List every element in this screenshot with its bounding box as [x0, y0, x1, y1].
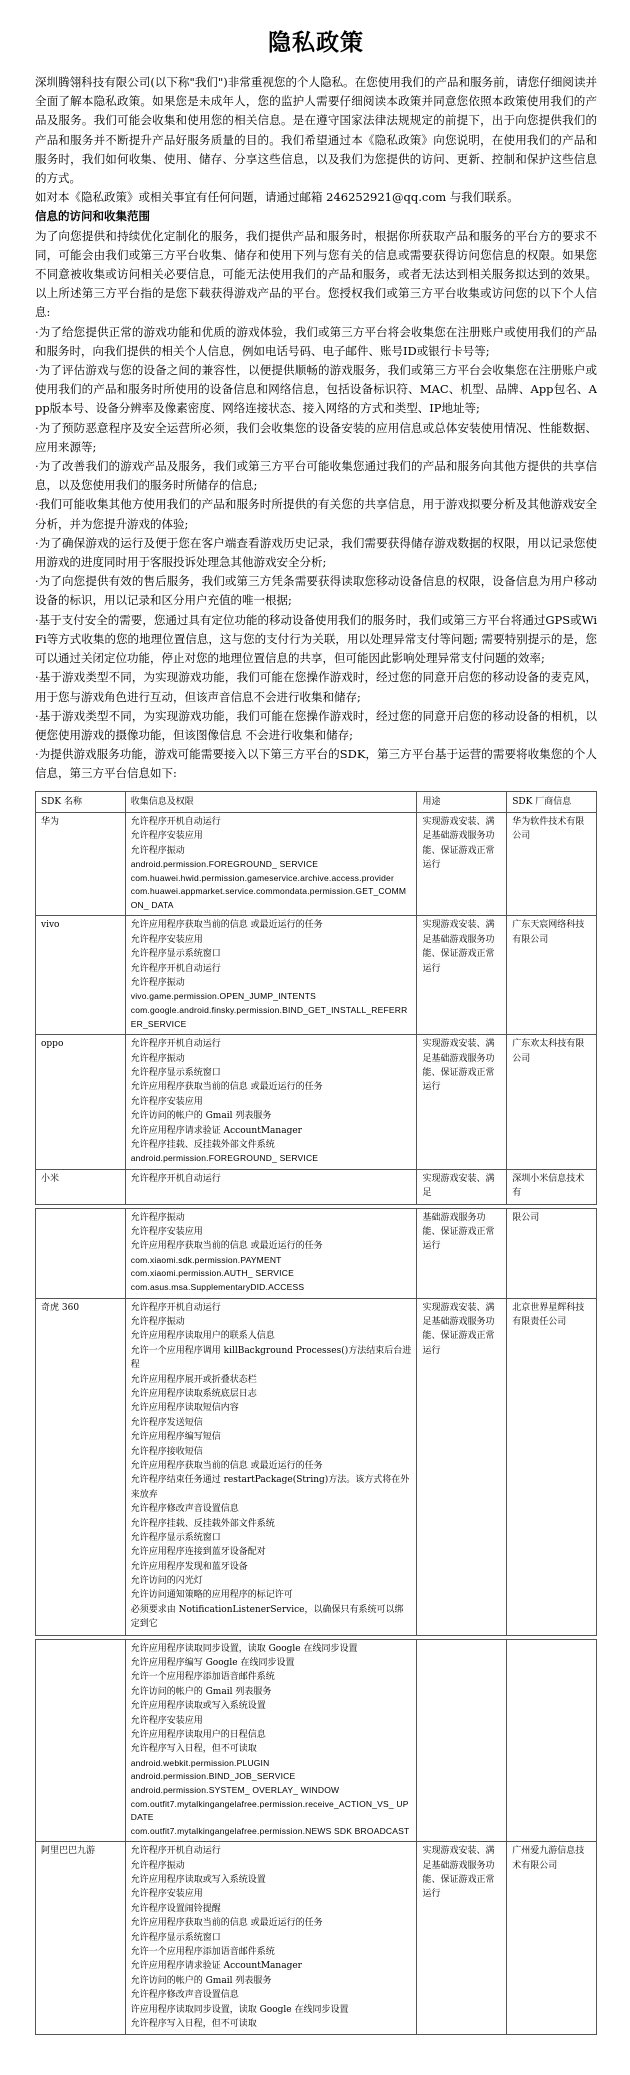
vendor-cell: 广州爱九游信息技术有限公司: [507, 1842, 597, 2035]
column-header: SDK 名称: [36, 791, 126, 812]
permissions-cell: [125, 812, 417, 916]
permission-line: 允许程序写入日程，但不可读取: [130, 2019, 257, 2029]
purpose-cell: [417, 1639, 507, 1842]
purpose-cell: 实现游戏安装、满足基础游戏服务功能、保证游戏正常运行: [417, 1035, 507, 1170]
permission-line: 允许程序振动: [130, 1053, 185, 1064]
purpose-cell: 实现游戏安装、满足基础游戏服务功能、保证游戏正常运行: [417, 1298, 507, 1635]
permission-line: 允许程序开机自动运行: [130, 963, 221, 974]
permission-line: 允许应用程序请求验证 AccountManager: [130, 1125, 302, 1136]
permission-line: 允许程序结束任务通过 restartPackage(String)方法。该方式将在外来放弃: [130, 1475, 410, 1500]
permission-line: 允许应用程序读取或写入系统设置: [130, 1875, 266, 1886]
permission-line: 允许应用程序获取当前的信息 或最近运行的任务: [130, 1918, 323, 1929]
permission-line: 允许程序显示系统窗口: [130, 949, 221, 960]
paragraph: ·为了改善我们的游戏产品及服务，我们或第三方平台可能收集您通过我们的产品和服务向其他方提供的共享信息，以及您使用我们的服务时所储存的信息;: [35, 459, 597, 493]
permission-line: 允许一个应用程序添加语音邮件系统: [130, 1947, 275, 1958]
permission-line: 允许应用程序读取系统底层日志: [130, 1388, 257, 1399]
permission-line: 允许程序安装应用: [130, 831, 203, 842]
permission-line: 允许程序振动: [130, 1860, 185, 1871]
permission-line: 允许程序开机自动运行: [130, 1302, 221, 1313]
sdk-name-cell: 阿里巴巴九游: [36, 1842, 126, 2035]
vendor-cell: 华为软件技术有限公司: [507, 812, 597, 916]
policy-paragraphs: [35, 73, 597, 784]
permission-line: 允许程序开机自动运行: [130, 1846, 221, 1857]
permission-line: 允许程序显示系统窗口: [130, 1532, 221, 1543]
permission-line: 允许应用程序请求验证 AccountManager: [130, 1961, 302, 1972]
section-heading: 信息的访问和收集范围: [35, 209, 150, 224]
paragraph: 如对本《隐私政策》或相关事宜有任何问题，请通过邮箱 246252921@qq.com 与我们联系。: [35, 190, 519, 205]
permissions-cell: [125, 916, 417, 1035]
permission-line: 允许应用程序读取短信内容: [130, 1403, 239, 1414]
paragraph: ·为了评估游戏与您的设备之间的兼容性，以便提供顺畅的游戏服务，我们或第三方平台会收集您在注册账户或使用我们的产品和服务时所使用的设备信息和网络信息，包括设备标识符、MAC、机型、品牌、App包名、App版本号、设备分辨率及像素密度、网络连接状态、接入网络的方式和类型、IP地址等;: [35, 363, 597, 416]
paragraph: ·基于游戏类型不同，为实现游戏功能，我们可能在您操作游戏时，经过您的同意开启您的移动设备的相机，以便您使用游戏的摄像功能，但该图像信息 不会进行收集和储存;: [35, 708, 597, 742]
permission-line: 允许应用程序获取当前的信息 或最近运行的任务: [130, 1460, 323, 1471]
permission-line: 允许程序开机自动运行: [130, 816, 221, 827]
permission-line: 允许程序安装应用: [130, 1227, 203, 1238]
permission-line: 允许程序发送短信: [130, 1417, 203, 1428]
paragraph: 为了向您提供和持续优化定制化的服务，我们提供产品和服务时，根据你所获取产品和服务的平台方的要求不同，可能会由我们或第三方平台收集、储存和使用下列与您有关的信息或需要获得访问您信息的权限。如果您不同意被收集或访问相关必要信息，可能无法使用我们的产品和服务，或者无法达到相关服务拟达到的效果。以上所述第三方平台指的是您下载获得游戏产品的平台。您授权我们或第三方平台收集或访问您的以下个人信息:: [35, 228, 597, 320]
permission-line: 允许应用程序获取当前的信息 或最近运行的任务: [130, 1241, 323, 1252]
purpose-cell: 实现游戏安装、满足基础游戏服务功能、保证游戏正常运行: [417, 812, 507, 916]
vendor-cell: [507, 1639, 597, 1842]
paragraph: ·为了确保游戏的运行及便于您在客户端查看游戏历史记录，我们需要获得储存游戏数据的权限，用以记录您使用游戏的进度同时用于客服投诉处理急其他游戏安全分析;: [35, 535, 597, 570]
permission-line: 允许访问的帐户的 Gmail 列表服务: [130, 1975, 272, 1986]
paragraph: ·基于支付安全的需要，您通过具有定位功能的移动设备使用我们的服务时，我们或第三方平台将通过GPS或WiFi等方式收集的您的地理位置信息，这与您的支付行为关联，用以处理异常支付等问题; 需要特别提示的是，您可以通过关闭定位功能，停止对您的地理位置信息的共享，但可能因此影响处理异常支付问题的效率;: [35, 612, 597, 666]
purpose-cell: 实现游戏安装、满足: [417, 1169, 507, 1204]
permission-line: 允许程序修改声音设置信息: [130, 1504, 239, 1515]
permissions-cell: [125, 1298, 417, 1635]
permission-line: com.xiaomi.sdk.permission.PAYMENT: [130, 1254, 282, 1265]
permission-line: 允许程序接收短信: [130, 1446, 203, 1457]
permission-line: 允许程序振动: [130, 978, 185, 989]
permission-line: vivo.game.permission.OPEN_JUMP_INTENTS: [130, 991, 316, 1002]
sdk-name-cell: vivo: [36, 916, 126, 1035]
paragraph: ·我们可能收集其他方使用我们的产品和服务时所提供的有关您的共享信息，用于游戏拟要分析及其他游戏安全分析，并为您提升游戏的体验;: [35, 497, 597, 531]
table-row: [36, 1842, 597, 2035]
paragraph: ·为了向您提供有效的售后服务，我们或第三方凭条需要获得读取您移动设备信息的权限，设备信息为用户移动设备的标识，用以记录和区分用户充值的唯一根据;: [35, 574, 597, 608]
permission-line: 允许一个应用程序添加语音邮件系统: [130, 1672, 275, 1683]
permissions-cell: [125, 1842, 417, 2035]
permission-line: 允许程序显示系统窗口: [130, 1067, 221, 1078]
permission-line: 允许程序写入日程，但不可读取: [130, 1744, 257, 1755]
permission-line: 必须要求由 NotificationListenerService，以确保只有系统可以绑定到它: [130, 1604, 404, 1630]
table-row: [36, 1208, 597, 1298]
table-row: [36, 1298, 597, 1635]
permission-line: 允许访问通知策略的应用程序的标记许可: [130, 1590, 293, 1601]
permission-line: 允许应用程序展开或折叠状态栏: [130, 1374, 257, 1385]
sdk-name-cell: oppo: [36, 1035, 126, 1170]
column-header: SDK 厂商信息: [507, 791, 597, 812]
permission-line: 许应用程序读取同步设置，读取 Google 在线同步设置: [130, 2004, 349, 2015]
permission-line: android.webkit.permission.PLUGIN: [130, 1757, 270, 1768]
table-row: [36, 1035, 597, 1170]
permissions-cell: [125, 1169, 417, 1204]
sdk-name-cell: 小米: [36, 1169, 126, 1204]
permission-line: 允许程序安装应用: [130, 934, 203, 945]
permission-line: 允许程序安装应用: [130, 1096, 203, 1107]
permission-line: 允许程序挂载、反挂载外部文件系统: [130, 1518, 275, 1529]
permission-line: android.permission.SYSTEM_ OVERLAY_ WINDOW: [130, 1784, 340, 1795]
vendor-cell: 限公司: [507, 1208, 597, 1298]
permission-line: 允许程序开机自动运行: [130, 1039, 221, 1050]
permission-line: com.outfit7.mytalkingangelafree.permission.NEWS SDK BROADCAST: [130, 1825, 410, 1836]
vendor-cell: 广东天宸网络科技有限公司: [507, 916, 597, 1035]
permission-line: 允许程序振动: [130, 1212, 185, 1223]
vendor-cell: 广东欢太科技有限公司: [507, 1035, 597, 1170]
table-row: [36, 916, 597, 1035]
permission-line: 允许程序挂载、反挂载外部文件系统: [130, 1139, 275, 1150]
permissions-cell: [125, 1208, 417, 1298]
permission-line: 允许访问的闪光灯: [130, 1576, 203, 1587]
permission-line: 允许应用程序读取用户的日程信息: [130, 1729, 266, 1740]
sdk-name-cell: [36, 1639, 126, 1842]
permission-line: 允许应用程序读取用户的联系人信息: [130, 1331, 275, 1342]
permission-line: 允许应用程序读取同步设置，读取 Google 在线同步设置: [130, 1643, 358, 1654]
sdk-name-cell: 华为: [36, 812, 126, 916]
permission-line: com.xiaomi.permission.AUTH_ SERVICE: [130, 1268, 294, 1279]
permission-line: 允许程序显示系统窗口: [130, 1932, 221, 1943]
column-header: 用途: [417, 791, 507, 812]
permission-line: 允许程序振动: [130, 1317, 185, 1328]
permission-line: com.outfit7.mytalkingangelafree.permission.receive_ACTION_VS_ UPDATE: [130, 1798, 409, 1823]
permission-line: 允许应用程序编写 Google 在线同步设置: [130, 1658, 295, 1669]
paragraph: ·为提供游戏服务功能，游戏可能需要接入以下第三方平台的SDK，第三方平台基于运营的需要将收集您的个人信息，第三方平台信息如下:: [35, 747, 597, 781]
sdk-table-header: [36, 791, 597, 812]
permission-line: 允许访问的帐户的 Gmail 列表服务: [130, 1111, 272, 1122]
table-row: [36, 812, 597, 916]
permission-line: 允许应用程序编写短信: [130, 1432, 221, 1443]
paragraph: ·为了给您提供正常的游戏功能和优质的游戏体验，我们或第三方平台将会收集您在注册账户或使用我们的产品和服务时，向我们提供的相关个人信息，例如电话号码、电子邮件、账号ID或银行卡号等;: [35, 324, 597, 358]
table-row: [36, 1169, 597, 1204]
permission-line: com.google.android.finsky.permission.BIND_GET_INSTALL_REFERRER_SERVICE: [130, 1005, 408, 1029]
paragraph: 深圳腾翎科技有限公司(以下称"我们")非常重视您的个人隐私。在您使用我们的产品和服务前，请您仔细阅读并全面了解本隐私政策。如果您是未成年人，您的监护人需要仔细阅读本政策并同意您依照本政策使用我们的产品及服务。我们可能会收集和使用您的相关信息。是在遵守国家法律法规规定的前提下，出于向您提供我们的产品和服务并不断提升产品好服务质量的目的。我们希望通过本《隐私政策》向您说明，在使用我们的产品和服务时，我们如何收集、使用、储存、分享这些信息，以及我们为您提供的访问、更新、控制和保护这些信息的方式。: [35, 75, 597, 186]
purpose-cell: 实现游戏安装、满足基础游戏服务功能、保证游戏正常运行: [417, 1842, 507, 2035]
sdk-table: [35, 791, 597, 2036]
permission-line: com.asus.msa.SupplementaryDID.ACCESS: [130, 1282, 305, 1293]
permission-line: android.permission.FOREGROUND_ SERVICE: [130, 859, 319, 870]
permission-line: 允许一个应用程序调用 killBackground Processes()方法结束后台进程: [130, 1345, 412, 1371]
permission-line: android.permission.FOREGROUND_ SERVICE: [130, 1153, 319, 1164]
vendor-cell: 深圳小米信息技术有: [507, 1169, 597, 1204]
table-row: [36, 1639, 597, 1842]
paragraph: ·为了预防恶意程序及安全运营所必须，我们会收集您的设备安装的应用信息或总体安装使用情况、性能数据、应用来源等;: [35, 420, 597, 454]
permission-line: 允许程序设置闹铃提醒: [130, 1903, 221, 1914]
permission-line: 允许程序开机自动运行: [130, 1173, 221, 1184]
vendor-cell: 北京世界星辉科技有限责任公司: [507, 1298, 597, 1635]
permission-line: 允许访问的帐户的 Gmail 列表服务: [130, 1686, 272, 1697]
permission-line: com.huawei.hwid.permission.gameservice.archive.access.provider: [130, 872, 395, 883]
sdk-name-cell: 奇虎 360: [36, 1298, 126, 1635]
permission-line: com.huawei.appmarket.service.commondata.permission.GET_COMMON_ DATA: [130, 886, 407, 910]
permission-line: 允许应用程序读取或写入系统设置: [130, 1701, 266, 1712]
permission-line: 允许应用程序获取当前的信息 或最近运行的任务: [130, 920, 323, 931]
permission-line: 允许程序安装应用: [130, 1889, 203, 1900]
permission-line: 允许应用程序发现和蓝牙设备: [130, 1561, 248, 1572]
permissions-cell: [125, 1639, 417, 1842]
column-header: 收集信息及权限: [125, 791, 417, 812]
permission-line: 允许应用程序连接到蓝牙设备配对: [130, 1547, 266, 1558]
sdk-name-cell: [36, 1208, 126, 1298]
paragraph: ·基于游戏类型不同，为实现游戏功能，我们可能在您操作游戏时，经过您的同意开启您的移动设备的麦克风，用于您与游戏角色进行互动，但该声音信息不会进行收集和储存;: [35, 670, 597, 704]
permission-line: android.permission.BIND_JOB_SERVICE: [130, 1771, 296, 1782]
page-title: 隐私政策: [268, 29, 364, 56]
permission-line: 允许程序修改声音设置信息: [130, 1990, 239, 2001]
permissions-cell: [125, 1035, 417, 1170]
permission-line: 允许应用程序获取当前的信息 或最近运行的任务: [130, 1082, 323, 1093]
purpose-cell: 基础游戏服务功能、保证游戏正常运行: [417, 1208, 507, 1298]
permission-line: 允许程序安装应用: [130, 1715, 203, 1726]
permission-line: 允许程序振动: [130, 845, 185, 856]
purpose-cell: 实现游戏安装、满足基础游戏服务功能、保证游戏正常运行: [417, 916, 507, 1035]
